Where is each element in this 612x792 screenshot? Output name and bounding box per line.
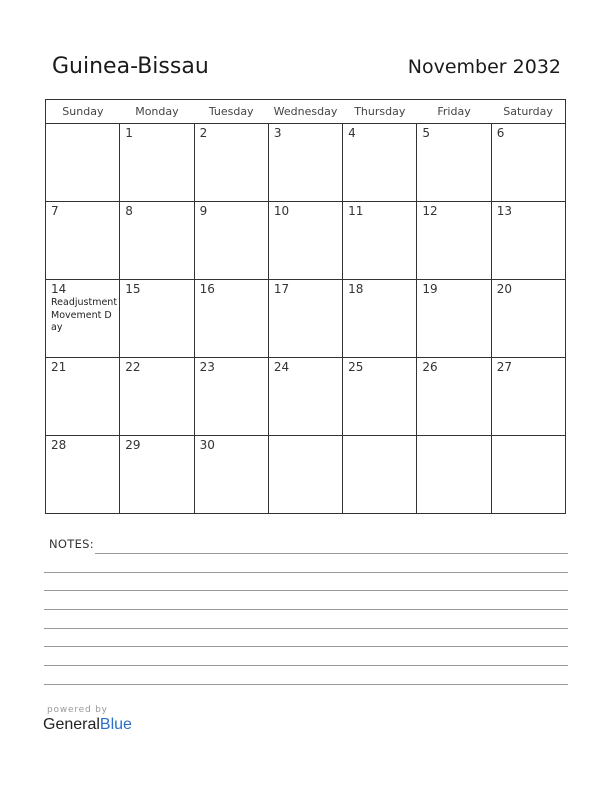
day-number: 29 [125,438,141,452]
weekday-tuesday: Tuesday [194,100,268,124]
day-cell [120,436,194,514]
note-line [44,665,568,666]
day-number: 2 [199,126,208,140]
day-cell [120,202,194,280]
note-line [44,628,568,629]
day-number: 18 [348,282,364,296]
day-cell [268,358,342,436]
day-number [492,436,565,438]
day-cell [491,358,565,436]
day-cell [343,436,417,514]
day-number: 10 [273,204,290,218]
week-row [46,280,566,358]
day-number: 15 [125,282,141,296]
day-number: 9 [199,204,208,218]
day-cell [120,358,194,436]
country-title: Guinea-Bissau [52,54,209,79]
holiday-label: Readjustment Movement Day [51,297,118,333]
day-cell [46,436,120,514]
day-number: 5 [422,126,431,140]
day-cell [491,202,565,280]
week-row [46,202,566,280]
day-number: 22 [125,360,141,374]
day-number: 11 [348,204,364,218]
day-cell [417,124,491,202]
day-cell [194,124,268,202]
day-number: 13 [496,204,512,218]
day-cell [194,202,268,280]
day-cell [491,280,565,358]
day-cell [120,124,194,202]
day-cell [343,280,417,358]
generalblue-logo [43,716,132,734]
day-cell [46,202,120,280]
day-cell [194,280,268,358]
day-number: 12 [422,204,438,218]
day-cell [343,202,417,280]
day-number: 8 [125,204,133,218]
note-line [44,646,568,647]
weekday-header-row [46,100,566,124]
day-cell [120,280,194,358]
day-cell [343,124,417,202]
note-line [95,553,568,554]
day-cell [343,358,417,436]
day-number: 1 [125,126,133,140]
note-line [44,572,568,573]
day-cell [194,436,268,514]
day-cell [194,358,268,436]
weekday-saturday: Saturday [491,100,565,124]
day-cell [417,202,491,280]
day-number: 6 [496,126,505,140]
day-number: 28 [51,438,67,452]
day-number: 21 [51,360,67,374]
day-cell [491,124,565,202]
day-cell [417,358,491,436]
day-number: 24 [273,360,290,374]
day-cell [417,280,491,358]
note-line [44,609,568,610]
day-number: 20 [496,282,512,296]
brand-blue: Blue [99,716,132,733]
day-number [46,124,119,126]
day-number: 4 [348,126,356,140]
month-year-title: November 2032 [407,56,561,78]
day-number: 26 [422,360,438,374]
day-number: 16 [199,282,215,296]
day-number: 27 [496,360,512,374]
day-cell [268,436,342,514]
weekday-friday: Friday [417,100,491,124]
day-number: 23 [199,360,215,374]
note-line [44,590,568,591]
week-row [46,358,566,436]
week-row [46,436,566,514]
day-number: 14 [51,282,67,296]
weekday-monday: Monday [120,100,194,124]
day-cell [491,436,565,514]
weekday-wednesday: Wednesday [268,100,342,124]
day-number: 3 [273,126,282,140]
day-number: 19 [422,282,438,296]
calendar-grid [45,99,566,514]
day-number: 17 [273,282,290,296]
note-line [44,684,568,685]
brand-general: General [43,716,100,733]
weekday-sunday: Sunday [46,100,120,124]
day-cell [268,202,342,280]
week-row [46,124,566,202]
notes-label: NOTES: [49,537,94,551]
day-cell [46,124,120,202]
day-number [343,436,416,438]
day-cell [46,280,120,358]
day-cell [46,358,120,436]
powered-by-text: powered by [47,705,108,715]
day-number [269,436,342,438]
day-number: 7 [51,204,59,218]
day-number: 25 [348,360,364,374]
day-number: 30 [199,438,215,452]
day-number [417,436,490,438]
weekday-thursday: Thursday [343,100,417,124]
day-cell [268,124,342,202]
day-cell [268,280,342,358]
day-cell [417,436,491,514]
